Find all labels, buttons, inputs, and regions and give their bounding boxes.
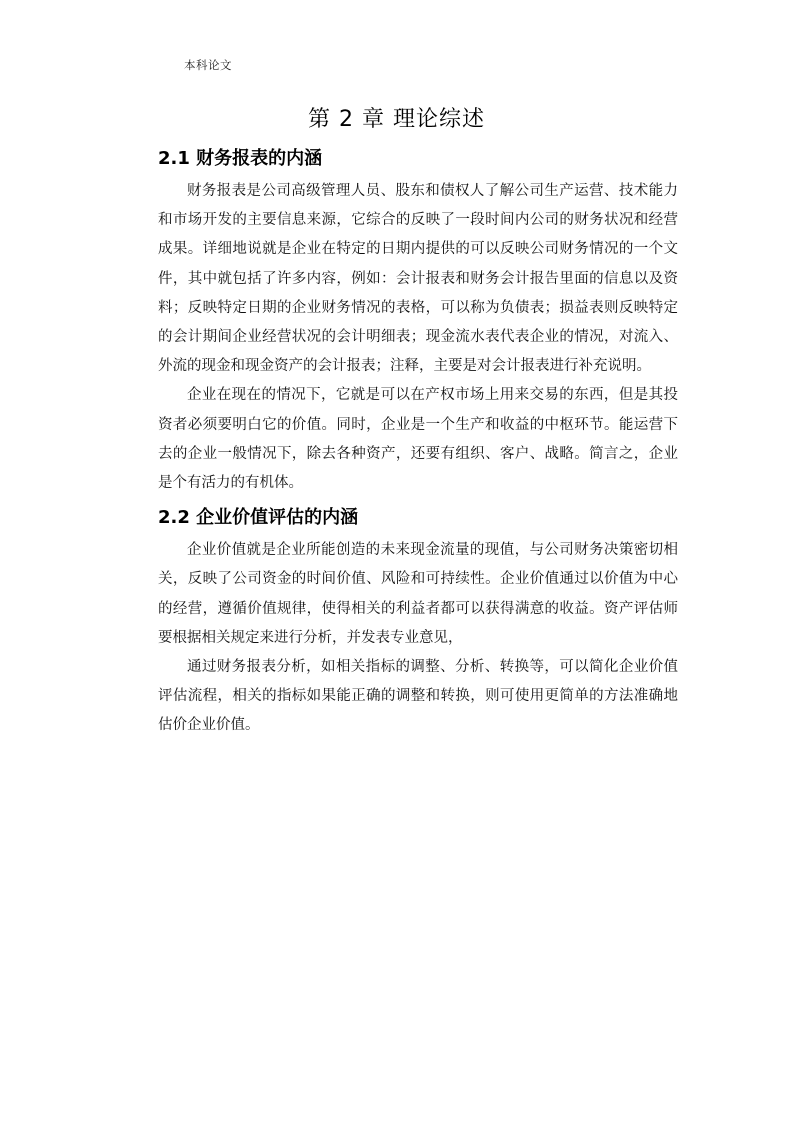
running-header: 本科论文 xyxy=(184,58,232,72)
paragraph: 企业在现在的情况下，它就是可以在产权市场上用来交易的东西，但是其投资者必须要明白它的价值。同时，企业是一个生产和收益的中枢环节。能运营下去的企业一般情况下，除去各种资产，还要有组织、客户、战略。简言之，企业是个有活力的有机体。 xyxy=(158,387,678,492)
chapter-title: 第 2 章 理论综述 xyxy=(308,107,485,132)
paragraph: 企业价值就是企业所能创造的未来现金流量的现值，与公司财务决策密切相关，反映了公司资金的时间价值、风险和可持续性。企业价值通过以价值为中心的经营，遵循价值规律，使得相关的利益者都可以获得满意的收益。资产评估师要根据相关规定来进行分析，并发表专业意见， xyxy=(158,542,678,646)
section-heading: 2.2 企业价值评估的内涵 xyxy=(158,507,359,529)
section-financial-statements xyxy=(158,145,678,498)
paragraph: 通过财务报表分析，如相关指标的调整、分析、转换等，可以简化企业价值评估流程，相关的指标如果能正确的调整和转换，则可使用更简单的方法准确地估价企业价值。 xyxy=(158,659,678,734)
section-heading: 2.1 财务报表的内涵 xyxy=(158,148,323,169)
paragraph: 财务报表是公司高级管理人员、股东和债权人了解公司生产运营、技术能力和市场开发的主要信息来源，它综合的反映了一段时间内公司的财务状况和经营成果。详细地说就是企业在特定的日期内提供的可以反映公司财务情况的一个文件，其中就包括了许多内容，例如：会计报表和财务会计报告里面的信息以及资料；反映特定日期的企业财务情况的表格，可以称为负债表；损益表则反映特定的会计期间企业经营状况的会计明细表；现金流水表代表企业的情况，对流入、外流的现金和现金资产的会计报表；注释，主要是对会计报表进行补充说明。 xyxy=(158,183,678,375)
section-enterprise-valuation xyxy=(158,504,678,740)
chapter-body xyxy=(158,145,678,741)
